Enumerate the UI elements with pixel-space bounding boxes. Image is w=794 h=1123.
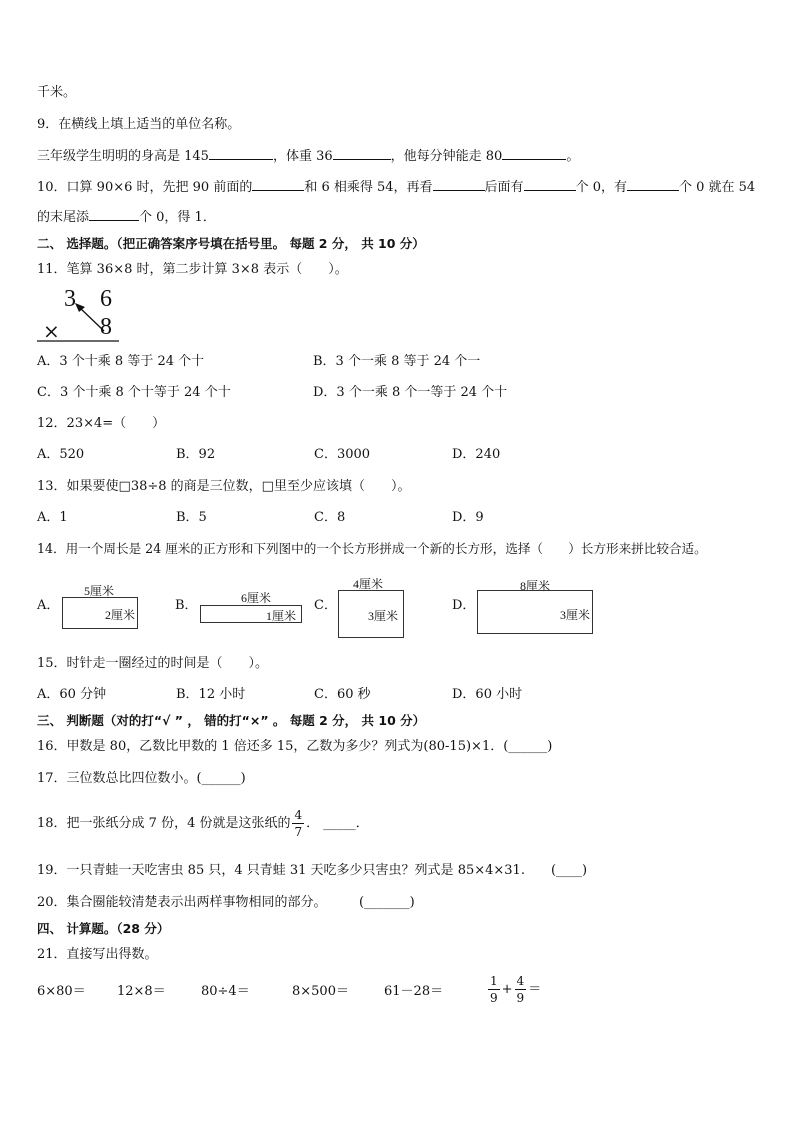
q12-option-a[interactable]: A．520 (37, 447, 85, 462)
q10-part1: 10．口算 90×6 时，先把 90 前面的 (37, 180, 253, 195)
q15-option-b[interactable]: B．12 小时 (176, 687, 246, 702)
blank[interactable] (252, 178, 304, 191)
blank[interactable] (333, 147, 391, 160)
rect-b-width-label: 6厘米 (241, 591, 272, 605)
times-sign: × (43, 319, 60, 343)
q20: 20．集合圈能较清楚表示出两样事物相同的部分。 (_______) (37, 895, 415, 910)
q10-part6: 的末尾添 (37, 210, 90, 225)
q15-option-a[interactable]: A．60 分钟 (37, 687, 107, 702)
q10-part7: 个 0，得 1． (139, 210, 216, 225)
section2-heading: 二、 选择题。（把正确答案序号填在括号里。 每题 2 分， 共 10 分） (37, 236, 425, 251)
q11-option-a[interactable]: A．3 个十乘 8 等于 24 个十 (37, 354, 205, 369)
rect-a-width-label: 5厘米 (84, 584, 115, 598)
q10-part3: 后面有 (484, 180, 524, 195)
calc-6x80: 6×80＝ (37, 984, 86, 999)
q11-option-d[interactable]: D．3 个一乘 8 个一等于 24 个十 (313, 385, 508, 400)
rect-d-width-label: 8厘米 (520, 579, 551, 593)
q13-stem: 13．如果要使□38÷8 的商是三位数，□里至少应该填（ ）。 (37, 479, 411, 494)
q14-stem: 14．用一个周长是 24 厘米的正方形和下列图中的一个长方形拼成一个新的长方形，选择（ ）长方形来拼比较合适。 (37, 541, 707, 556)
line-qianmi: 千米。 (37, 85, 77, 100)
rect-c-width-label: 4厘米 (353, 577, 384, 591)
q10-part4: 个 0，有 (575, 180, 627, 195)
q12-option-b[interactable]: B．92 (176, 447, 216, 462)
calc-61minus28: 61－28＝ (384, 984, 444, 999)
q11-figure (37, 286, 127, 346)
q11-stem: 11．笔算 36×8 时，第二步计算 3×8 表示（ ）。 (37, 262, 348, 277)
calc-8x500: 8×500＝ (292, 984, 349, 999)
q14-option-b[interactable]: B． (175, 598, 198, 613)
q18-numerator: 4 (294, 808, 303, 822)
q15-option-d[interactable]: D．60 小时 (452, 687, 523, 702)
q19: 19．一只青蛙一天吃害虫 85 只，4 只青蛙 31 天吃多少只害虫？列式是 85×4×31. (____) (37, 863, 588, 878)
fraction-1-9 (488, 973, 500, 1006)
q18-denominator: 7 (294, 825, 303, 839)
q10-line2 (37, 208, 216, 227)
q10-line1 (37, 178, 755, 197)
calc-12x8: 12×8＝ (117, 984, 166, 999)
q13-option-d[interactable]: D．9 (452, 510, 484, 525)
numerator: 4 (516, 974, 525, 988)
blank[interactable] (627, 178, 679, 191)
blank[interactable] (209, 147, 273, 160)
calc-fraction-sum (486, 970, 541, 1010)
q10-part2: 和 6 相乘得 54，再看 (304, 180, 433, 195)
q11-option-b[interactable]: B．3 个一乘 8 等于 24 个一 (313, 354, 481, 369)
q14-option-c[interactable]: C． (314, 598, 337, 613)
q11-option-c[interactable]: C．3 个十乘 8 个十等于 24 个十 (37, 385, 231, 400)
q17: 17．三位数总比四位数小。(______) (37, 771, 246, 786)
q12-option-c[interactable]: C．3000 (314, 447, 371, 462)
q9-part3: ，他每分钟能走 80 (390, 149, 503, 164)
blank[interactable] (502, 147, 566, 160)
q18-answer-blank[interactable]: ． _____． (306, 816, 369, 831)
plus-sign: + (501, 982, 513, 997)
q9-part1: 三年级学生明明的身高是 145 (37, 149, 209, 164)
q14-option-d[interactable]: D． (452, 598, 476, 613)
denominator: 9 (516, 991, 525, 1005)
blank[interactable] (524, 178, 576, 191)
rect-c-height-label: 3厘米 (368, 609, 399, 623)
rect-b-height-label: 1厘米 (266, 609, 297, 623)
q21-stem: 21．直接写出得数。 (37, 947, 158, 962)
q18 (37, 804, 369, 844)
denominator: 9 (490, 991, 498, 1005)
q9-part4: 。 (566, 149, 580, 164)
q13-option-c[interactable]: C．8 (314, 510, 346, 525)
q16: 16．甲数是 80，乙数比甲数的 1 倍还多 15，乙数为多少？列式为(80-15)×1．(______) (37, 739, 553, 754)
q18-fraction (292, 807, 304, 840)
q12-stem: 12．23×4=（ ） (37, 416, 166, 431)
arrow-icon (37, 286, 127, 346)
q13-option-b[interactable]: B．5 (176, 510, 207, 525)
blank[interactable] (89, 208, 139, 221)
digit-8: 8 (100, 314, 112, 340)
rect-d-height-label: 3厘米 (560, 608, 591, 622)
rect-a-height-label: 2厘米 (105, 608, 136, 622)
q15-option-c[interactable]: C．60 秒 (314, 687, 371, 702)
blank[interactable] (433, 178, 485, 191)
equals-sign: ＝ (528, 982, 542, 997)
q9-body (37, 147, 579, 166)
q12-option-d[interactable]: D．240 (452, 447, 501, 462)
q13-option-a[interactable]: A．1 (37, 510, 68, 525)
numerator: 1 (490, 974, 498, 988)
q10-part5: 个 0 就在 54 (678, 180, 756, 195)
calc-80div4: 80÷4＝ (201, 984, 250, 999)
q9-part2: ，体重 36 (272, 149, 333, 164)
q14-option-a[interactable]: A． (37, 598, 60, 613)
digit-6: 6 (100, 286, 112, 312)
q15-stem: 15．时针走一圈经过的时间是（ ）。 (37, 656, 269, 671)
section3-heading: 三、 判断题（对的打“√ ” ， 错的打“×” 。 每题 2 分， 共 10 分） (37, 713, 426, 728)
q18-text: 18．把一张纸分成 7 份，4 份就是这张纸的 (37, 816, 291, 831)
digit-3: 3 (64, 286, 76, 312)
q9-title: 9．在横线上填上适当的单位名称。 (37, 117, 241, 132)
fraction-4-9 (515, 973, 527, 1006)
section4-heading: 四、 计算题。（28 分） (37, 921, 170, 936)
